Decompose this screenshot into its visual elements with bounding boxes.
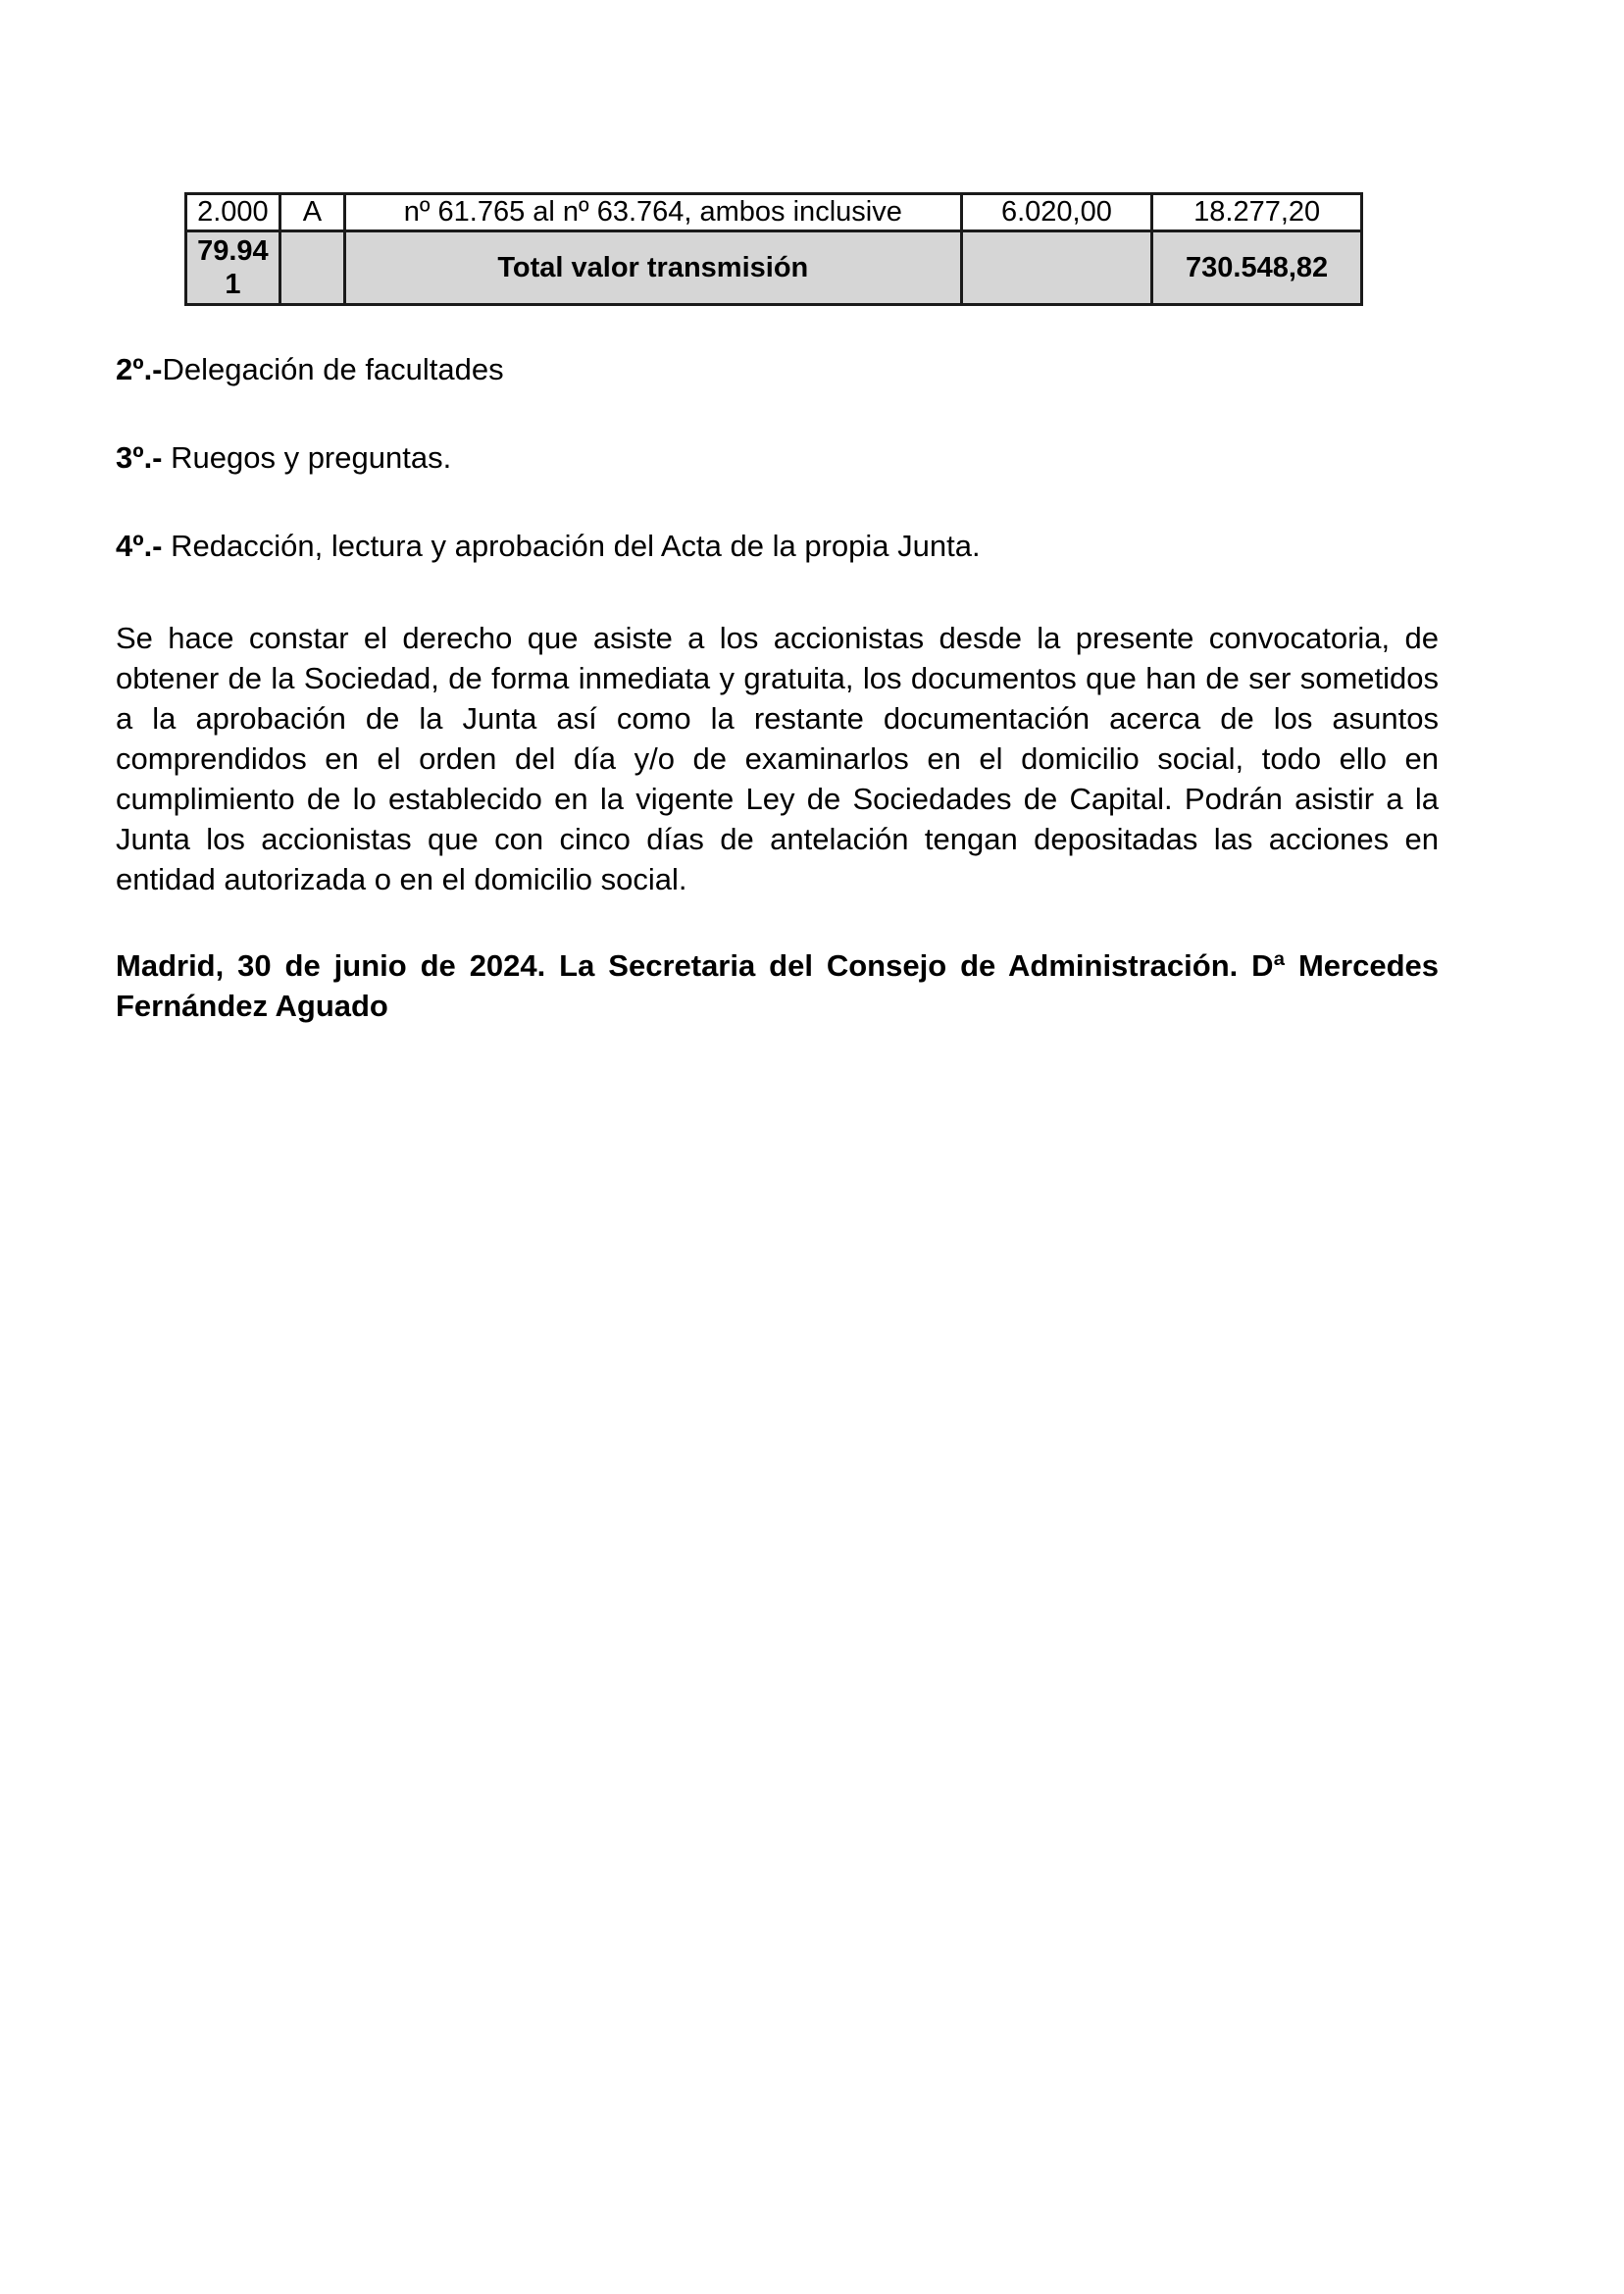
unit-value-cell: 6.020,00	[961, 194, 1152, 231]
empty-cell	[961, 231, 1152, 305]
agenda-item-text: Ruegos y preguntas.	[162, 440, 452, 475]
row-total-cell: 18.277,20	[1152, 194, 1362, 231]
share-class-cell: A	[279, 194, 344, 231]
total-label-cell: Total valor transmisión	[345, 231, 961, 305]
table-row	[186, 194, 1362, 231]
agenda-item-4	[116, 526, 1439, 566]
share-range-cell: nº 61.765 al nº 63.764, ambos inclusive	[345, 194, 961, 231]
shareholder-rights-paragraph: Se hace constar el derecho que asiste a los accionistas desde la presente convocatoria, de obtener de la Sociedad, de forma inmediata y gratuita, los documentos que han de ser sometidos a la aprobación de la Junta así como la restante documentación acerca de los asuntos comprendidos en el orden del día y/o de examinarlos en el domicilio social, todo ello en cumplimiento de lo establecido en la vigente Ley de Sociedades de Capital. Podrán asistir a la Junta los accionistas que con cinco días de antelación tengan depositadas las acciones en entidad autorizada o en el domicilio social.	[116, 621, 1439, 896]
signature-line: Madrid, 30 de junio de 2024. La Secretaria del Consejo de Administración. Dª Mercedes Fernández Aguado	[116, 948, 1439, 1023]
share-transfer-table	[184, 192, 1363, 306]
agenda-item-text: Redacción, lectura y aprobación del Acta de la propia Junta.	[162, 529, 981, 563]
agenda-item-2	[116, 349, 1439, 389]
agenda-item-number: 3º.-	[116, 440, 163, 475]
agenda-item-text: Delegación de facultades	[162, 352, 504, 386]
agenda-item-3	[116, 437, 1439, 478]
grand-total-cell: 730.548,82	[1152, 231, 1362, 305]
agenda-item-number: 2º.-	[116, 352, 163, 386]
total-quantity-cell	[186, 231, 280, 305]
share-quantity-cell: 2.000	[186, 194, 280, 231]
table-total-row	[186, 231, 1362, 305]
agenda-item-number: 4º.-	[116, 529, 163, 563]
empty-cell	[279, 231, 344, 305]
total-quantity-text: 79.94 1	[197, 235, 269, 300]
